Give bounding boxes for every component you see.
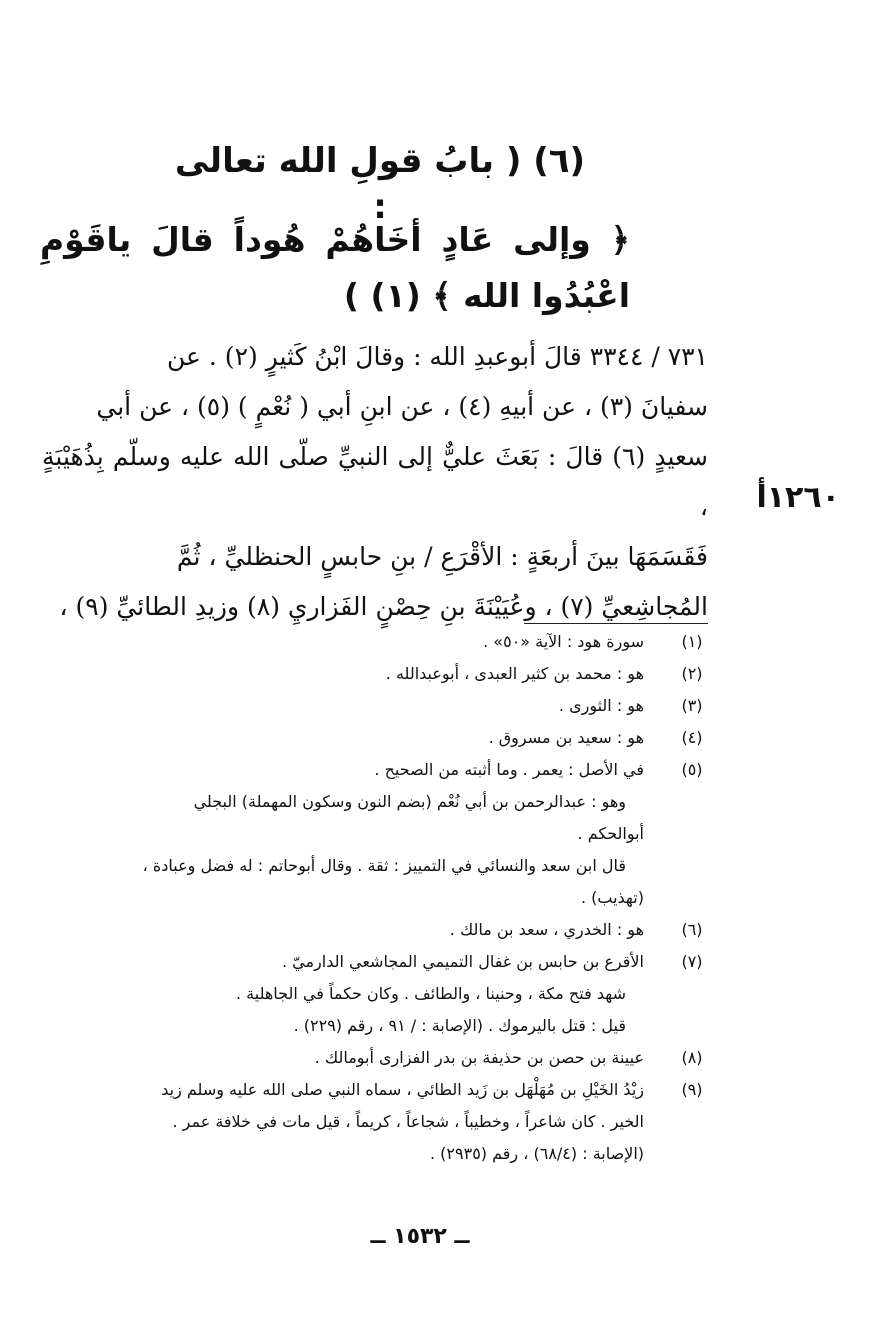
- footnote-text: (تهذيب) .: [580, 888, 644, 907]
- footnote-number: (٢): [681, 664, 703, 683]
- margin-reference-number: ١٢٦٠أ: [756, 480, 840, 515]
- hadith-line: سعيدٍ (٦) قالَ : بَعَثَ عليٌّ إلى النبيِّ صلّى الله عليه وسلّم بِذُهَيْبَةٍ ،: [42, 442, 708, 521]
- footnote-text: الأقرع بن حابس بن غفال التميمي المجاشعي الدارميّ .: [281, 952, 644, 971]
- footnote-text: زيْدُ الخَيْلِ بن مُهَلْهَل بن زَيد الطائي ، سماه النبي صلى الله عليه وسلم زيد: [161, 1080, 644, 1099]
- footnote-text: قيل : قتل باليرموك . (الإصابة : / ٩١ ، رقم (٢٢٩) .: [293, 1016, 626, 1035]
- footnote-number: (٧): [681, 952, 703, 971]
- footnote-text: قال ابن سعد والنسائي في التمييز : ثقة . وقال أبوحاتم : له فضل وعبادة ،: [142, 856, 626, 875]
- footnote-number: (٣): [681, 696, 703, 715]
- quran-verse: ﴿ وإلى عَادٍ أخَاهُمْ هُوداً قالَ ياقَوْمِ اعْبُدُوا الله ﴾ (١) ): [40, 220, 630, 315]
- footnote-item: [42, 1042, 710, 1074]
- footnote-text: (الإصابة : (٦٨/٤) ، رقم (٢٩٣٥) .: [429, 1144, 644, 1163]
- footnote-item: [42, 754, 710, 914]
- footnote-item: [42, 946, 710, 1042]
- footnote-text: هو : الثورى .: [558, 696, 644, 715]
- page-number: ــ ١٥٣٢ ــ: [370, 1224, 470, 1249]
- footnote-item: [42, 658, 710, 690]
- footnotes: [42, 626, 710, 1170]
- footnote-text: وهو : عبدالرحمن بن أبي نُعْم (بضم النون وسكون المهملة) البجلي: [193, 792, 626, 811]
- footnote-text: في الأصل : يعمر . وما أثبته من الصحيح .: [374, 760, 644, 779]
- footnote-text: سورة هود : الآية «٥٠» .: [483, 632, 644, 651]
- hadith-line: سفيانَ (٣) ، عن أبيهِ (٤) ، عن ابنِ أبي ( نُعْمٍ ) (٥) ، عن أبي: [96, 392, 708, 421]
- footnote-text: عيينة بن حصن بن حذيفة بن بدر الفزارى أبومالك .: [314, 1048, 644, 1067]
- footnote-number: (٤): [681, 728, 703, 747]
- footnote-item: [42, 722, 710, 754]
- footnote-item: [42, 1074, 710, 1170]
- footnote-number: (٦): [681, 920, 703, 939]
- footnote-divider: [524, 623, 708, 624]
- footnote-text: أبوالحكم .: [577, 824, 644, 843]
- hadith-line: ٧٣١ / ٣٣٤٤ قالَ أبوعبدِ الله : وقالَ ابْنُ كَثيرٍ (٢) . عن: [167, 342, 708, 371]
- footnote-number: (٩): [681, 1080, 703, 1099]
- footnote-number: (٨): [681, 1048, 703, 1067]
- footnote-item: [42, 626, 710, 658]
- footnote-number: (١): [681, 632, 703, 651]
- footnote-number: (٥): [681, 760, 703, 779]
- hadith-text: [42, 332, 708, 632]
- footnote-text: هو : سعيد بن مسروق .: [488, 728, 644, 747]
- chapter-heading: (٦) ( بابُ قولِ الله تعالى :: [174, 141, 586, 227]
- footnote-text: هو : الخدري ، سعد بن مالك .: [449, 920, 644, 939]
- hadith-line: فَقَسَمَهَا بينَ أربعَةٍ : الأقْرَعِ / بنِ حابسٍ الحنظليِّ ، ثُمَّ: [176, 542, 708, 571]
- footnote-text: هو : محمد بن كثير العبدى ، أبوعبدالله .: [385, 664, 644, 683]
- footnote-text: الخير . كان شاعراً ، وخطيباً ، شجاعاً ، كريماً ، قيل مات في خلافة عمر .: [172, 1112, 644, 1131]
- footnote-item: [42, 690, 710, 722]
- hadith-line: المُجاشِعيِّ (٧) ، وعُيَيْنَةَ بنِ حِصْنٍ الفَزاريِ (٨) وزيدِ الطائيِّ (٩) ،: [59, 592, 708, 621]
- footnote-item: [42, 914, 710, 946]
- footnote-text: شهد فتح مكة ، وحنينا ، والطائف . وكان حكماً في الجاهلية .: [235, 984, 626, 1003]
